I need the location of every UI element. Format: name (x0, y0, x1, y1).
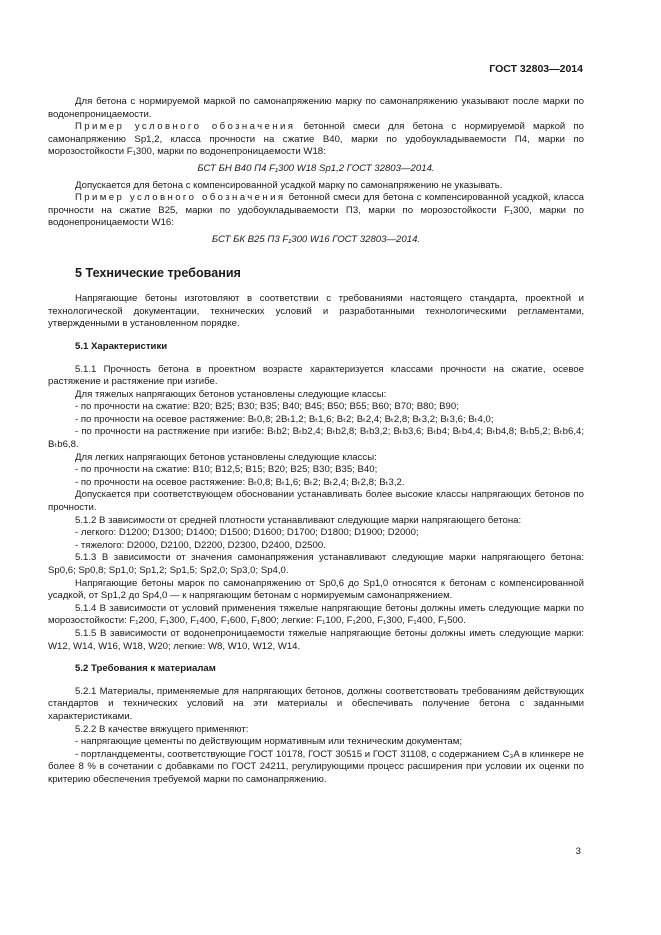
paragraph: 5.2.2 В качестве вяжущего применяют: (75, 723, 249, 735)
page-number: 3 (575, 846, 581, 857)
paragraph: 5.1.5 В зависимости от водонепроницаемости тяжелые напрягающие бетоны должны иметь следующие марки: W12, W14, W16, W18, W20; легкие: W8, W10, W12, W14. (48, 627, 584, 652)
paragraph: Напрягающие бетоны марок по самонапряжению от Sp0,6 до Sp1,0 относятся к бетонам с компенсированной усадкой, от Sp1,2 до Sp4,0 — к напрягающим бетонам с нормируемым самонапряжением. (48, 577, 584, 602)
paragraph: 5.2.1 Материалы, применяемые для напрягающих бетонов, должны соответствовать требованиям действующих стандартов и технических условий на эти материалы и обеспечивать получение бетона с заданными характеристиками. (48, 685, 584, 722)
list-item: - по прочности на сжатие: В10; В12,5; В15; В20; В25; В30; В35; В40; (75, 464, 378, 476)
document-body (48, 96, 584, 787)
section-heading: 5 Технические требования (75, 265, 241, 280)
paragraph: Напрягающие бетоны изготовляют в соответствии с требованиями настоящего стандарта, проектной и технологической документации, технических условий и разработанными технологическими регламентами, утвержденными в установленном порядке. (48, 293, 584, 330)
example-paragraph (48, 121, 584, 159)
example-text: бетонной смеси для бетона с нормируемой маркой по самонапряжению Sp1,2, класса прочности на сжатие В40, марки по удобоукладываемости П4, марки по морозостойкости F₁300, марки по водонепроницаемости W18: (48, 121, 584, 158)
list-item: - тяжелого: D2000, D2100, D2200, D2300, D2400, D2500. (75, 539, 326, 551)
paragraph: Допускается при соответствующем обосновании устанавливать более высокие классы напрягающих бетонов по прочности. (48, 489, 584, 514)
list-item: - по прочности на осевое растяжение: Bₜ0,8; Bₜ1,6; Bₜ2; Bₜ2,4; Bₜ2,8; Bₜ3,2. (75, 476, 405, 488)
example-paragraph (48, 192, 584, 230)
example-designation: БСТ БН В40 П4 F₁300 W18 Sp1,2 ГОСТ 32803—2014. (197, 162, 435, 174)
subsection-heading: 5.2 Требования к материалам (75, 663, 216, 675)
example-label: Пример условного обозначения (75, 121, 296, 133)
list-item: - по прочности на растяжение при изгибе: Bₜb2; Bₜb2,4; Bₜb2,8; Bₜb3,2; Bₜb3,6; Bₜb4; Bₜb4,4; Bₜb4,8; Bₜb5,2; Bₜb6,4; Bₜb6,8. (48, 426, 584, 451)
list-item: - легкого: D1200; D1300; D1400; D1500; D1600; D1700; D1800; D1900; D2000; (75, 527, 419, 539)
paragraph: 5.1.2 В зависимости от средней плотности устанавливают следующие марки напрягающего бетона: (75, 514, 522, 526)
example-text: бетонной смеси для бетона с компенсированной усадкой, класса прочности на сжатие В25, марки по удобоукладываемости П3, марки по морозостойкости F₁300, марки по водонепроницаемости W16: (48, 192, 584, 229)
list-item: - портландцементы, соответствующие ГОСТ 10178, ГОСТ 30515 и ГОСТ 31108, с содержанием C₃A в клинкере не более 8 % в сочетании с добавками по ГОСТ 24211, регулирующими процесс расширения при условии их оценки по критерию обеспечения требуемой марки по самонапряжению. (48, 748, 584, 785)
paragraph: 5.1.1 Прочность бетона в проектном возрасте характеризуется классами прочности на сжатие, осевое растяжение и растяжение при изгибе. (48, 363, 584, 388)
paragraph: 5.1.3 В зависимости от значения самонапряжения устанавливают следующие марки напрягающего бетона: Sp0,6; Sp0,8; Sp1,0; Sp1,2; Sp1,5; Sp2,0; Sp3,0; Sp4,0. (48, 552, 584, 576)
document-header: ГОСТ 32803—2014 (489, 63, 583, 75)
subsection-heading: 5.1 Характеристики (75, 340, 168, 352)
list-item: - по прочности на сжатие: В20; В25; В30; В35; В40; В45; В50; В55; В60; В70; В80; В90; (75, 401, 459, 413)
paragraph: Для тяжелых напрягающих бетонов установлены следующие классы: (75, 388, 387, 400)
list-item: - по прочности на осевое растяжение: Bₜ0,8; 2Bₜ1,2; Bₜ1,6; Bₜ2; Bₜ2,4; Bₜ2,8; Bₜ3,2; Bₜ3,6; Bₜ4,0; (75, 413, 494, 425)
paragraph: Для бетона с нормируемой маркой по самонапряжению марку по самонапряжению указывают после марки по водонепроницаемости. (48, 96, 584, 120)
example-designation: БСТ БК В25 П3 F₁300 W16 ГОСТ 32803—2014. (211, 233, 421, 245)
example-label: Пример условного обозначения (75, 192, 286, 204)
paragraph: 5.1.4 В зависимости от условий применения тяжелые напрягающие бетоны должны иметь следующие марки по морозостойкости: F₁200, F₁300, F₁400, F₁600, F₁800; легкие: F₁100, F₁200, F₁300, F₁400, F₁500. (48, 602, 584, 627)
paragraph: Для легких напрягающих бетонов установлены следующие классы: (75, 451, 377, 463)
list-item: - напрягающие цементы по действующим нормативным или техническим документам; (75, 736, 462, 748)
paragraph: Допускается для бетона с компенсированной усадкой марку по самонапряжению не указывать. (75, 179, 503, 191)
